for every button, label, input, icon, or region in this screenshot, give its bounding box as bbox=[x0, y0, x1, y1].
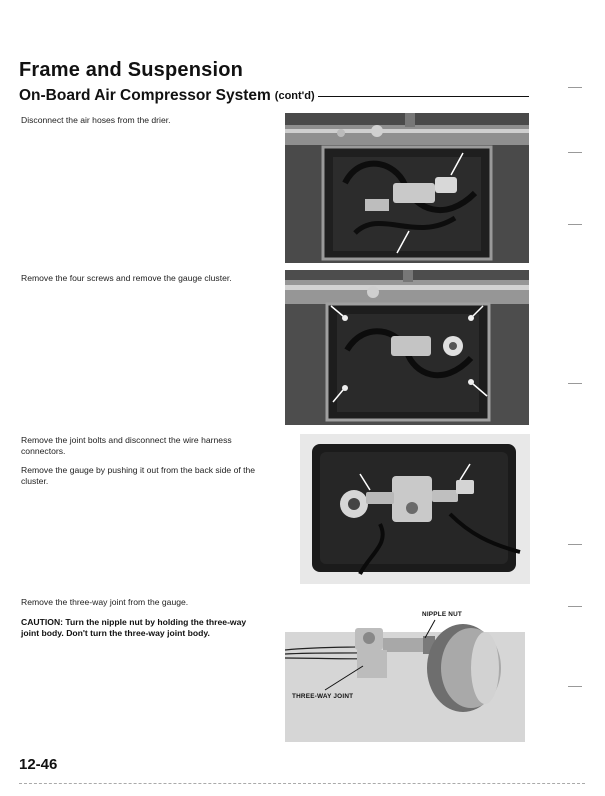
binder-mark bbox=[568, 224, 582, 225]
continued-label: (cont'd) bbox=[274, 90, 315, 102]
photo-gauge-cluster-screws bbox=[285, 270, 529, 425]
photo-gauge-joint-bolts bbox=[300, 434, 530, 584]
footer-rule bbox=[19, 783, 585, 784]
binder-mark bbox=[568, 383, 582, 384]
step-1-text: Disconnect the air hoses from the drier. bbox=[21, 115, 171, 125]
binder-mark bbox=[568, 686, 582, 687]
section-heading bbox=[19, 86, 529, 106]
page-number: 12-46 bbox=[19, 756, 58, 773]
step-5-text: Remove the three-way joint from the gauge. bbox=[21, 597, 189, 607]
binder-mark bbox=[568, 606, 582, 607]
page-title: Frame and Suspension bbox=[19, 59, 244, 81]
binder-mark bbox=[568, 87, 582, 88]
caution-text: CAUTION: Turn the nipple nut by holding the three-way joint body. Don't turn the three-way joint body. bbox=[21, 617, 247, 638]
photo-drier-hoses bbox=[285, 113, 529, 263]
callout-three-way-joint: THREE-WAY JOINT bbox=[292, 693, 354, 700]
step-4-text: Remove the gauge by pushing it out from the back side of the cluster. bbox=[21, 465, 256, 486]
binder-mark bbox=[568, 544, 582, 545]
step-3-text: Remove the joint bolts and disconnect the wire harness connectors. bbox=[21, 435, 232, 456]
binder-mark bbox=[568, 152, 582, 153]
section-subtitle: On-Board Air Compressor System bbox=[19, 87, 271, 104]
step-2-text: Remove the four screws and remove the gauge cluster. bbox=[21, 273, 232, 283]
photo-three-way-joint bbox=[285, 602, 525, 742]
callout-nipple-nut: NIPPLE NUT bbox=[422, 611, 462, 618]
heading-rule bbox=[318, 96, 529, 97]
